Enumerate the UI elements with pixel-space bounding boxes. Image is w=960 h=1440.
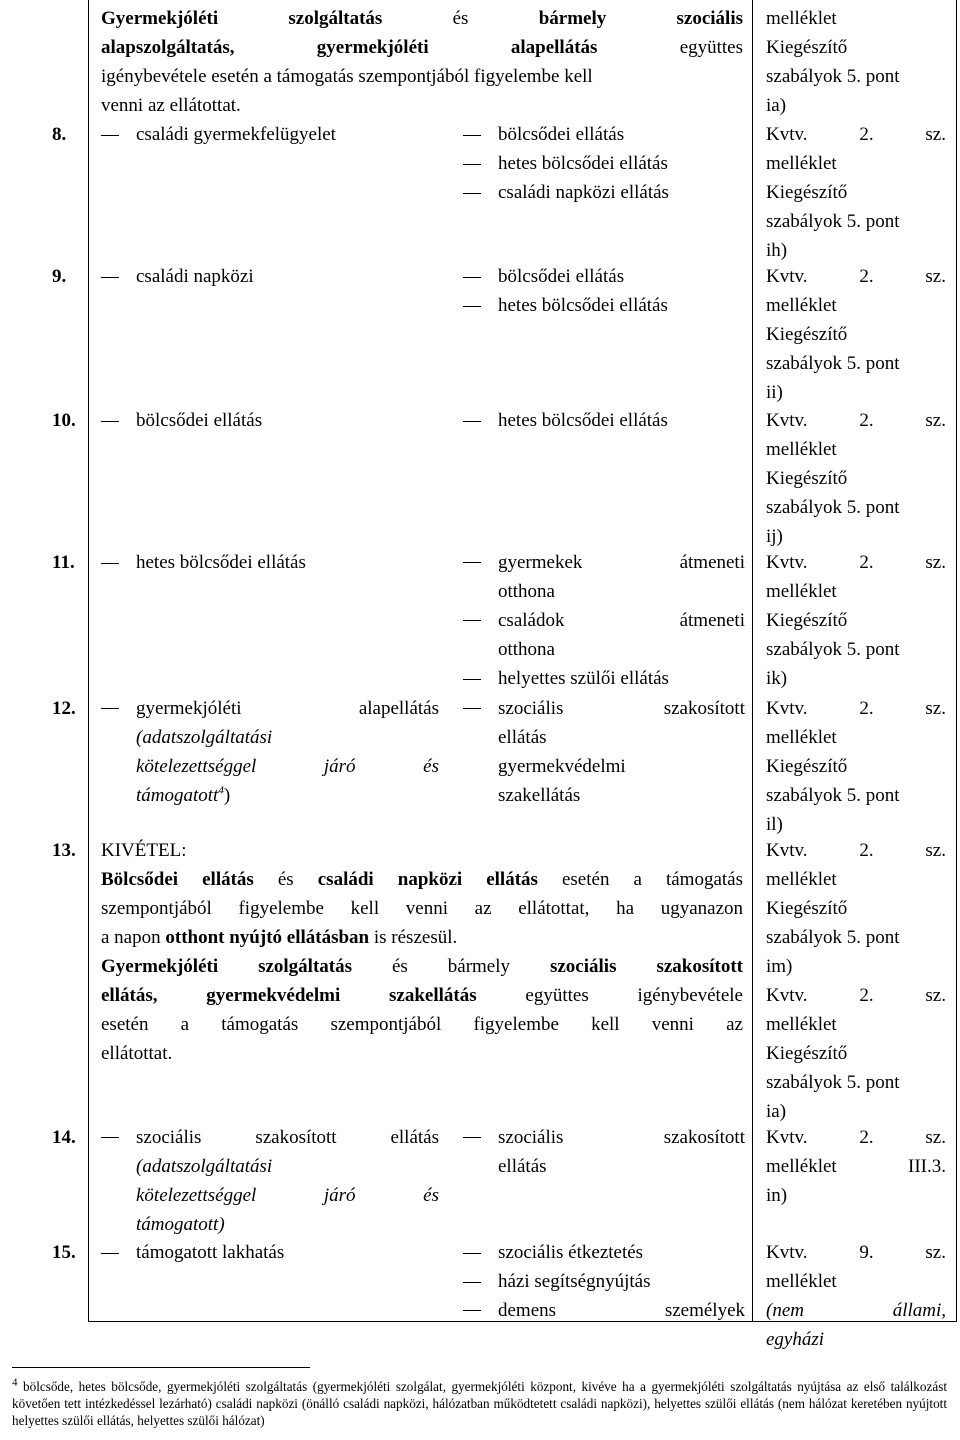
row-ref: Kvtv. 2. sz. melléklet Kiegészítő szabályok 5. pont ii) — [766, 266, 946, 403]
row-ref: Kvtv. 2. sz. melléklet Kiegészítő szabályok 5. pont im) Kvtv. 2. sz. melléklet Kiegészítő szabályok 5. pont ia) — [766, 840, 946, 1122]
footnote-separator — [12, 1367, 310, 1368]
row-right-item: bölcsődei ellátás — [463, 262, 624, 291]
exception-para1-line: szempontjából figyelembe kell venni az ellátottat, ha ugyanazon — [101, 898, 743, 919]
row-number: 10. — [52, 410, 76, 431]
row-right-item: hetes bölcsődei ellátás — [463, 149, 668, 178]
row-right-item: házi segítségnyújtás — [463, 1267, 651, 1296]
exception-para1-line: a napon otthont nyújtó ellátásban is részesül. — [101, 927, 458, 948]
footnote-marker: 4 — [12, 1376, 18, 1389]
continuation-line-2: alapszolgáltatás, gyermekjóléti alapellátás együttes — [101, 37, 744, 58]
row-left-item: bölcsődei ellátás — [101, 406, 262, 435]
exception-para1-line: Bölcsődei ellátás és családi napközi ellátás esetén a támogatás — [101, 869, 743, 890]
row-right-item-cont: gyermekvédelmi — [498, 756, 626, 777]
table-border-right — [956, 0, 957, 1322]
row-left-item-cont: támogatott) — [136, 1214, 225, 1235]
row-right-item: hetes bölcsődei ellátás — [463, 406, 668, 435]
row-left-item-cont: támogatott$^4$) — [136, 784, 231, 806]
row-left-item: családi napközi — [101, 262, 254, 291]
continuation-line-3: igénybevétele esetén a támogatás szempontjából figyelembe kell — [101, 66, 593, 87]
row-left-item: családi gyermekfelügyelet — [101, 120, 336, 149]
row-number: 13. — [52, 840, 76, 861]
row-left-item-cont: kötelezettséggel járó és — [136, 1185, 439, 1206]
exception-para2-line: ellátottat. — [101, 1043, 173, 1064]
row-left-item: gyermekjóléti alapellátás — [101, 694, 439, 723]
row-ref: Kvtv. 2. sz. melléklet Kiegészítő szabályok 5. pont ih) — [766, 124, 946, 261]
row-number: 15. — [52, 1242, 76, 1263]
row-left-item-cont: (adatszolgáltatási — [136, 1156, 273, 1177]
continuation-line-1: Gyermekjóléti szolgáltatás és bármely szociális — [101, 8, 743, 29]
row-right-item: bölcsődei ellátás — [463, 120, 624, 149]
row-right-item: demens személyek — [463, 1296, 745, 1325]
row-right-item-cont: szakellátás — [498, 785, 581, 806]
row-right-item: hetes bölcsődei ellátás — [463, 291, 668, 320]
row-left-item: szociális szakosított ellátás — [101, 1123, 439, 1152]
row-number: 11. — [52, 552, 75, 573]
row-left-item-cont: kötelezettséggel járó és — [136, 756, 439, 777]
row-right-item-cont: ellátás — [498, 727, 547, 748]
row-ref: Kvtv. 2. sz. melléklet Kiegészítő szabályok 5. pont il) — [766, 698, 946, 835]
table-border-left — [88, 0, 89, 1322]
row-number: 8. — [52, 124, 67, 145]
row-right-item-cont: otthona — [498, 639, 555, 660]
continuation-line-4: venni az ellátottat. — [101, 95, 241, 116]
kivetel-label: KIVÉTEL: — [101, 840, 187, 861]
row-number: 14. — [52, 1127, 76, 1148]
row-ref: Kvtv. 2. sz. melléklet Kiegészítő szabályok 5. pont ik) — [766, 552, 946, 689]
row-right-item: szociális szakosított — [463, 1123, 745, 1152]
row-ref: Kvtv. 9. sz. melléklet (nem állami, egyházi — [766, 1242, 946, 1350]
row-ref: Kvtv. 2. sz. melléklet III.3. in) — [766, 1127, 946, 1206]
exception-para2-line: ellátás, gyermekvédelmi szakellátás együttes igénybevétele — [101, 985, 743, 1006]
row-ref: Kvtv. 2. sz. melléklet Kiegészítő szabályok 5. pont ij) — [766, 410, 946, 547]
row-right-item-cont: ellátás — [498, 1156, 547, 1177]
row-right-item-cont: otthona — [498, 581, 555, 602]
exception-para2-line: Gyermekjóléti szolgáltatás és bármely szociális szakosított — [101, 956, 743, 977]
row-number: 9. — [52, 266, 67, 287]
footnote — [12, 1378, 947, 1429]
row-left-item: hetes bölcsődei ellátás — [101, 548, 306, 577]
row-right-item: szociális szakosított — [463, 694, 745, 723]
row-number: 12. — [52, 698, 76, 719]
row-right-item: családi napközi ellátás — [463, 178, 669, 207]
table-border-divider — [752, 0, 753, 1322]
footnote-text: bölcsőde, hetes bölcsőde, gyermekjóléti szolgáltatás (gyermekjóléti szolgálat, gyermekjóléti központ, kivéve ha a gyermekjóléti szolgáltatás nyújtása az első találkozást követően tett intézkedéssel lezárható) családi napközi (önálló családi napközi, hálózatban működtetett családi napközi), helyettes szülői ellátás (nem hálózat keretében nyújtott helyettes szülői ellátás, helyettes szülői hálózat) — [12, 1379, 947, 1428]
row-right-item: helyettes szülői ellátás — [463, 664, 669, 693]
continuation-ref: melléklet Kiegészítő szabályok 5. pont ia) — [766, 8, 900, 116]
row-right-item: szociális étkeztetés — [463, 1238, 643, 1267]
row-left-item: támogatott lakhatás — [101, 1238, 284, 1267]
row-right-item: gyermekek átmeneti — [463, 548, 745, 577]
row-right-item: családok átmeneti — [463, 606, 745, 635]
exception-para2-line: esetén a támogatás szempontjából figyelembe kell venni az — [101, 1014, 743, 1035]
row-left-item-cont: (adatszolgáltatási — [136, 727, 273, 748]
